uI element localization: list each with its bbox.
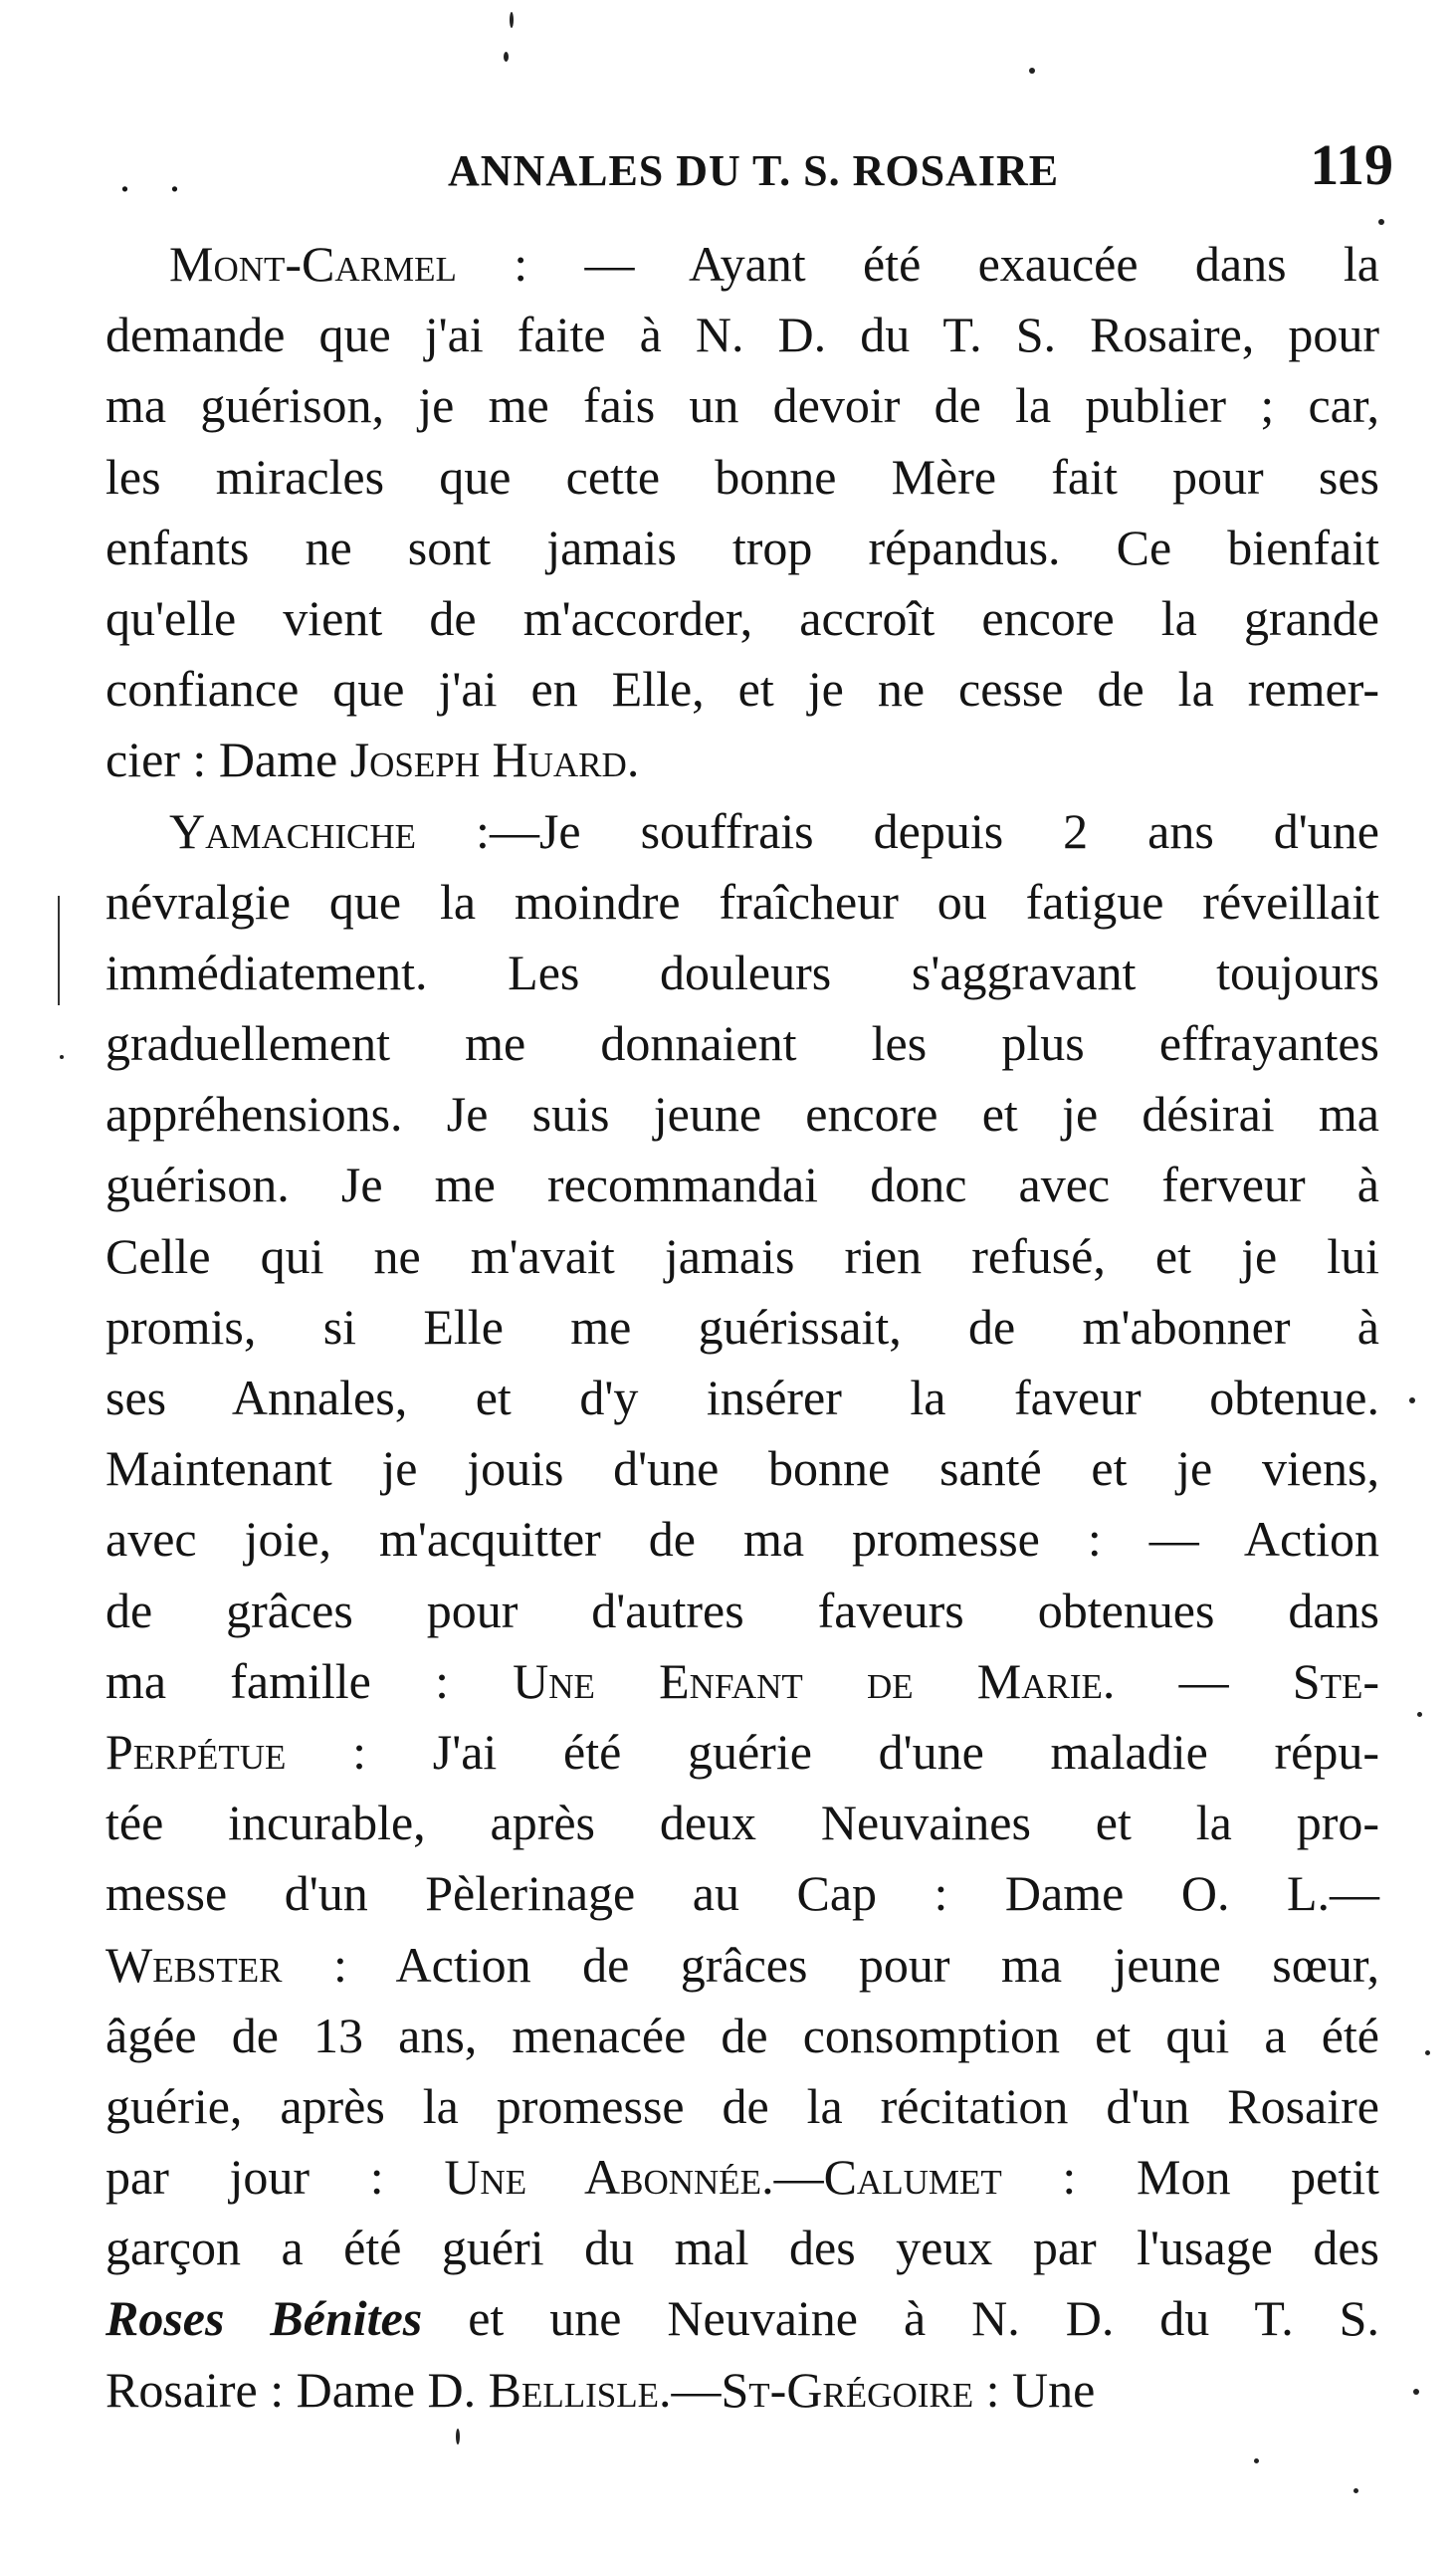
text-run: Rosaire : Dame D. <box>105 2361 489 2418</box>
text-line <box>105 513 1379 583</box>
small-caps-run: Mont-Carmel <box>169 236 457 292</box>
text-line <box>105 2142 1379 2213</box>
text-line <box>105 796 1379 867</box>
header-dots: . . <box>119 152 194 201</box>
text-run: : Action de grâces pour ma jeune sœur, <box>282 1936 1379 1993</box>
text-line <box>105 1858 1379 1929</box>
text-line <box>105 867 1379 938</box>
print-speck <box>456 2429 460 2445</box>
small-caps-run: Perpétue <box>105 1723 287 1780</box>
text-line <box>105 1930 1379 2001</box>
text-run: Celle qui ne m'avait jamais rien refusé, et je lui <box>105 1227 1379 1284</box>
text-run: : Mon petit <box>1001 2149 1380 2206</box>
text-run: névralgie que la moindre fraîcheur ou fatigue réveillait <box>105 873 1379 930</box>
page-number: 119 <box>1310 132 1393 197</box>
text-run: confiance que j'ai en Elle, et je ne cesse de la remer- <box>105 661 1379 718</box>
text-run: : — Ayant été exaucée dans la <box>456 236 1379 292</box>
text-run: guérie, après la promesse de la récitation d'un Rosaire <box>105 2077 1379 2134</box>
text-line <box>105 1433 1379 1504</box>
print-speck <box>1029 68 1035 74</box>
text-line <box>105 1363 1379 1433</box>
small-caps-run: Calumet <box>823 2149 1002 2206</box>
text-run: âgée de 13 ans, menacée de consomption et qui a été <box>105 2007 1379 2063</box>
text-run: Maintenant je jouis d'une bonne santé et je viens, <box>105 1440 1379 1497</box>
text-run: ses Annales, et d'y insérer la faveur obtenue. <box>105 1370 1379 1425</box>
small-caps-run: Une Abonnée <box>444 2149 762 2206</box>
text-run: ma famille : <box>105 1652 514 1709</box>
small-caps-run: Ste- <box>1292 1652 1380 1709</box>
small-caps-run: Webster <box>105 1936 283 1993</box>
print-speck <box>510 12 514 28</box>
running-head: ANNALES DU T. S. ROSAIRE <box>448 146 1060 195</box>
small-caps-run: Bellisle <box>488 2361 659 2418</box>
text-run: messe d'un Pèlerinage au Cap : Dame O. L.— <box>105 1865 1379 1922</box>
margin-mark <box>58 896 60 1005</box>
text-line <box>105 2071 1379 2142</box>
text-line <box>105 938 1379 1008</box>
body-text <box>105 229 1379 2426</box>
text-run: avec joie, m'acquitter de ma promesse : — Action <box>105 1511 1379 1568</box>
text-line <box>105 1646 1379 1717</box>
print-speck <box>1378 219 1384 225</box>
text-run: qu'elle vient de m'accorder, accroît encore la grande <box>105 589 1379 646</box>
small-caps-run: St-Grégoire <box>721 2361 974 2418</box>
text-run: immédiatement. Les douleurs s'aggravant toujours <box>105 944 1379 1000</box>
text-line <box>105 654 1379 725</box>
text-line <box>105 725 1379 795</box>
text-run: garçon a été guéri du mal des yeux par l'usage des <box>105 2220 1379 2276</box>
print-speck <box>1425 2050 1430 2055</box>
text-run: ma guérison, je me fais un devoir de la publier ; car, <box>105 377 1379 434</box>
text-run: .— <box>761 2149 824 2206</box>
text-line <box>105 1221 1379 1292</box>
text-run: graduellement me donnaient les plus effrayantes <box>105 1015 1379 1072</box>
text-line <box>105 370 1379 441</box>
text-run: cier : Dame <box>105 732 350 788</box>
text-line <box>105 1150 1379 1220</box>
page-header <box>109 117 1393 201</box>
text-line <box>105 1576 1379 1646</box>
text-line <box>105 1788 1379 1858</box>
print-speck <box>1413 2389 1419 2395</box>
small-caps-run: Joseph Huard <box>349 732 627 788</box>
text-run: les miracles que cette bonne Mère fait pour ses <box>105 448 1379 505</box>
text-run: : J'ai été guérie d'une maladie répu- <box>286 1723 1379 1780</box>
print-speck <box>504 52 509 62</box>
text-line <box>105 1504 1379 1575</box>
text-line <box>105 2355 1379 2426</box>
text-line <box>105 2213 1379 2283</box>
text-line <box>105 2283 1379 2354</box>
text-run: guérison. Je me recommandai donc avec ferveur à <box>105 1157 1379 1213</box>
small-caps-run: Une Enfant de Marie <box>513 1652 1103 1709</box>
text-run: :—Je souffrais depuis 2 ans d'une <box>416 802 1379 859</box>
text-line <box>105 1008 1379 1079</box>
text-line <box>105 1079 1379 1150</box>
text-run: promis, si Elle me guérissait, de m'abonner à <box>105 1298 1379 1355</box>
text-run: enfants ne sont jamais trop répandus. Ce bienfait <box>105 519 1379 575</box>
text-run: .— <box>659 2361 722 2418</box>
print-speck <box>1417 1712 1422 1717</box>
text-line <box>105 1292 1379 1363</box>
print-speck <box>1353 2488 1358 2493</box>
text-run: demande que j'ai faite à N. D. du T. S. Rosaire, pour <box>105 307 1379 363</box>
text-line <box>105 1717 1379 1788</box>
text-run: . <box>626 732 640 788</box>
text-run: tée incurable, après deux Neuvaines et la pro- <box>105 1795 1379 1851</box>
text-run: et une Neuvaine à N. D. du T. S. <box>422 2290 1379 2347</box>
text-line <box>105 300 1379 370</box>
italic-run: Roses Bénites <box>105 2290 423 2347</box>
small-caps-run: Yamachiche <box>169 802 417 859</box>
print-speck <box>1254 2458 1259 2463</box>
text-run: : Une <box>973 2361 1096 2418</box>
text-line <box>105 442 1379 513</box>
text-line <box>105 2001 1379 2071</box>
text-line <box>105 229 1379 300</box>
text-run: de grâces pour d'autres faveurs obtenues dans <box>105 1582 1379 1638</box>
print-speck <box>60 1055 64 1059</box>
print-speck <box>1409 1397 1415 1403</box>
text-run: par jour : <box>105 2149 445 2206</box>
text-line <box>105 583 1379 654</box>
text-run: appréhensions. Je suis jeune encore et je désirai ma <box>105 1086 1379 1143</box>
text-run: . — <box>1102 1652 1293 1709</box>
